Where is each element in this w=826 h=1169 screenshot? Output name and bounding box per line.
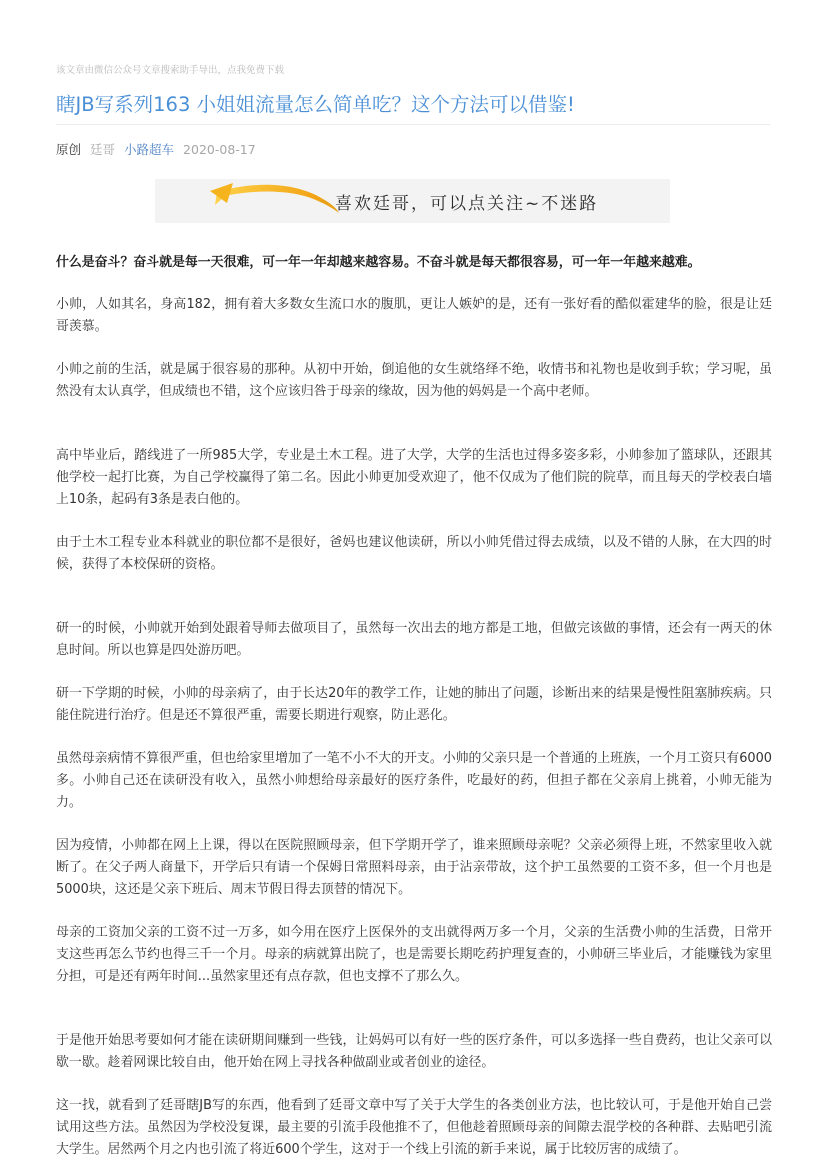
article-paragraph: 因为疫情，小帅都在网上上课，得以在医院照顾母亲，但下学期开学了，谁来照顾母亲呢？父亲必须得上班，不然家里收入就断了。在父子两人商量下，开学后只有请一个保姆日常照料母亲，由于沾亲带故，这个护工虽然要的工资不多，但一个月也是5000块，这还是父亲下班后、周末节假日得去顶替的情况下。 bbox=[56, 838, 772, 897]
article-paragraph: 小帅之前的生活，就是属于很容易的那种。从初中开始，倒追他的女生就络绎不绝，收情书和礼物也是收到手软；学习呢，虽然没有太认真学，但成绩也不错，这个应该归咎于母亲的缘故，因为他的妈妈是一个高中老师。 bbox=[56, 362, 772, 399]
account-link[interactable]: 小路超车 bbox=[124, 142, 175, 157]
article-paragraph: 由于土木工程专业本科就业的职位都不是很好，爸妈也建议他读研，所以小帅凭借过得去成绩，以及不错的人脉，在大四的时候，获得了本校保研的资格。 bbox=[56, 535, 772, 572]
article-paragraph: 母亲的工资加父亲的工资不过一万多，如今用在医疗上医保外的支出就得两万多一个月，父亲的生活费小帅的生活费，日常开支这些再怎么节约也得三千一个月。母亲的病就算出院了，也是需要长期吃药护理复查的，小帅研三毕业后，才能赚钱为家里分担，可是还有两年时间...虽然家里还有点存款，但也支撑不了那么久。 bbox=[56, 925, 772, 984]
article-body bbox=[56, 252, 772, 1161]
original-label: 原创 bbox=[56, 142, 82, 157]
export-notice bbox=[56, 62, 284, 76]
article-paragraph: 小帅，人如其名，身高182，拥有着大多数女生流口水的腹肌，更让人嫉妒的是，还有一张好看的酷似霍建华的脸，很是让廷哥羡慕。 bbox=[56, 297, 772, 334]
article-paragraph: 于是他开始思考要如何才能在读研期间赚到一些钱，让妈妈可以有好一些的医疗条件，可以多选择一些自费药，也让父亲可以歇一歇。趁着网课比较自由，他开始在网上寻找各种做副业或者创业的途径。 bbox=[56, 1033, 772, 1070]
article-paragraph: 研一下学期的时候，小帅的母亲病了，由于长达20年的教学工作，让她的肺出了问题，诊断出来的结果是慢性阻塞肺疾病。只能住院进行治疗。但是还不算很严重，需要长期进行观察，防止恶化。 bbox=[56, 686, 772, 723]
title-divider bbox=[56, 124, 770, 125]
article-paragraph: 这一找，就看到了廷哥瞎JB写的东西，他看到了廷哥文章中写了关于大学生的各类创业方法，也比较认可，于是他开始自己尝试用这些方法。虽然因为学校没复课，最主要的引流手段他推不了，但他趁着照顾母亲的间隙去混学校的各种群、去贴吧引流大学生。居然两个月之内也引流了将近600个学生，这对于一个线上引流的新手来说，属于比较厉害的成绩了。 bbox=[56, 1098, 772, 1157]
article-meta bbox=[56, 140, 256, 158]
follow-banner bbox=[155, 179, 670, 223]
publish-date: 2020-08-17 bbox=[183, 142, 256, 157]
article-title: 瞎JB写系列163 小姐姐流量怎么简单吃？这个方法可以借鉴! bbox=[56, 93, 575, 116]
article-paragraph: 虽然母亲病情不算很严重，但也给家里增加了一笔不小不大的开支。小帅的父亲只是一个普通的上班族，一个月工资只有6000多。小帅自己还在读研没有收入，虽然小帅想给母亲最好的医疗条件，吃最好的药，但担子都在父亲肩上挑着，小帅无能为力。 bbox=[56, 751, 773, 810]
export-notice-text: 该文章由微信公众号文章搜索助手导出， bbox=[56, 65, 228, 76]
article-paragraph: 什么是奋斗？奋斗就是每一天很难，可一年一年却越来越容易。不奋斗就是每天都很容易，可一年一年越来越难。 bbox=[56, 255, 701, 270]
free-download-link[interactable]: 点我免费下载 bbox=[227, 65, 285, 76]
article-paragraph: 高中毕业后，踏线进了一所985大学，专业是土木工程。进了大学，大学的生活也过得多姿多彩，小帅参加了篮球队，还跟其他学校一起打比赛，为自己学校赢得了第二名。因此小帅更加受欢迎了，他不仅成为了他们院的院草，而且每天的学校表白墙上10条，起码有3条是表白他的。 bbox=[56, 448, 772, 507]
author-name: 廷哥 bbox=[90, 142, 116, 157]
article-paragraph: 研一的时候，小帅就开始到处跟着导师去做项目了，虽然每一次出去的地方都是工地，但做完该做的事情，还会有一两天的休息时间。所以也算是四处游历吧。 bbox=[56, 621, 772, 658]
banner-text: 喜欢廷哥，可以点关注~不迷路 bbox=[335, 194, 599, 214]
